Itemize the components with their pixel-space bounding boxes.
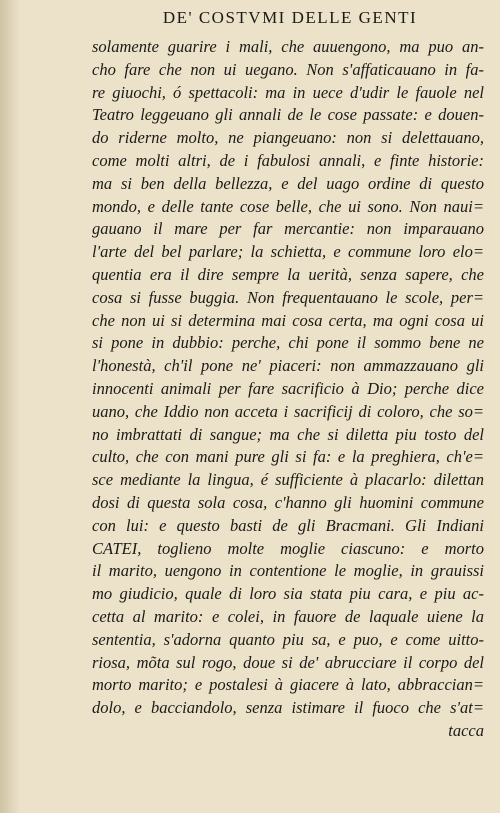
ink-bleed-through <box>110 695 230 725</box>
text-line: con lui: e questo basti de gli Bracmani. Gli Indiani <box>92 515 484 535</box>
text-line: l'honestà, ch'il pone ne' piaceri: non ammazzauano gli <box>92 356 484 376</box>
text-line: culto, che con mani pure gli si fa: e la preghiera, ch'e= <box>92 447 484 467</box>
text-line: riosa, mõta sul rogo, doue si de' abrucciare il corpo del <box>92 652 484 672</box>
text-line: ma si ben della bellezza, e del uago ordine di questo <box>92 173 484 193</box>
text-line: come molti altri, de i fabulosi annali, e finte historie: <box>92 150 484 170</box>
text-line: dolo, e bacciandolo, senza istimare il fuoco che s'at= <box>92 698 484 718</box>
text-line: cosa si fusse buggia. Non frequentauano le scole, per= <box>92 287 484 307</box>
text-line: l'arte del bel parlare; la schietta, e commune loro elo= <box>92 242 484 262</box>
body-text <box>92 36 484 743</box>
text-line: CATEI, toglieno molte moglie ciascuno: e morto <box>92 538 484 558</box>
text-line: mo giudicio, quale di loro sia stata piu cara, e piu ac- <box>92 584 484 604</box>
text-line: tacca <box>448 720 484 740</box>
text-line: innocenti animali per fare sacrificio à Dio; perche dice <box>92 378 484 398</box>
text-line: do riderne molto, ne piangeuano: non si delettauano, <box>92 128 484 148</box>
text-line: re giuochi, ó spettacoli: ma in uece d'udir le fauole nel <box>92 82 484 102</box>
text-line: morto marito; e postalesi à giacere à lato, abbraccian= <box>92 675 484 695</box>
text-line: sententia, s'adorna quanto piu sa, e puo, e come uitto- <box>92 629 484 649</box>
text-line: il marito, uengono in contentione le moglie, in grauissi <box>92 561 484 581</box>
text-line: quentia era il dire sempre la uerità, senza sapere, che <box>92 264 484 284</box>
text-line: mondo, e delle tante cose belle, che ui sono. Non naui= <box>92 196 484 216</box>
text-line: si pone in dubbio: perche, chi pone il sommo bene ne <box>92 333 484 353</box>
text-line: Teatro leggeuano gli annali de le cose passate: e douen- <box>92 105 484 125</box>
text-line: uano, che Iddio non acceta i sacrificij di coloro, che so= <box>92 401 484 421</box>
text-line: che non ui si determina mai cosa certa, ma ogni cosa ui <box>92 310 484 330</box>
text-line: dosi di questa sola cosa, c'hanno gli huomini commune <box>92 492 484 512</box>
text-line: sce mediante la lingua, é sufficiente à placarlo: dilettan <box>92 470 484 490</box>
text-line: cho fare che non ui uegano. Non s'affaticauano in fa- <box>92 59 484 79</box>
text-line: solamente guarire i mali, che auuengono, ma puo an- <box>92 37 484 56</box>
running-title: DE' COSTVMI DELLE GENTI <box>162 8 418 27</box>
text-line: no imbrattati di sangue; ma che si diletta piu tosto del <box>92 424 484 444</box>
page-binding-shadow <box>0 0 20 813</box>
text-line: gauano il mare per far mercantie: non imparauano <box>92 219 484 239</box>
text-line: cetta al marito: e colei, in fauore de laquale uiene la <box>92 606 484 626</box>
